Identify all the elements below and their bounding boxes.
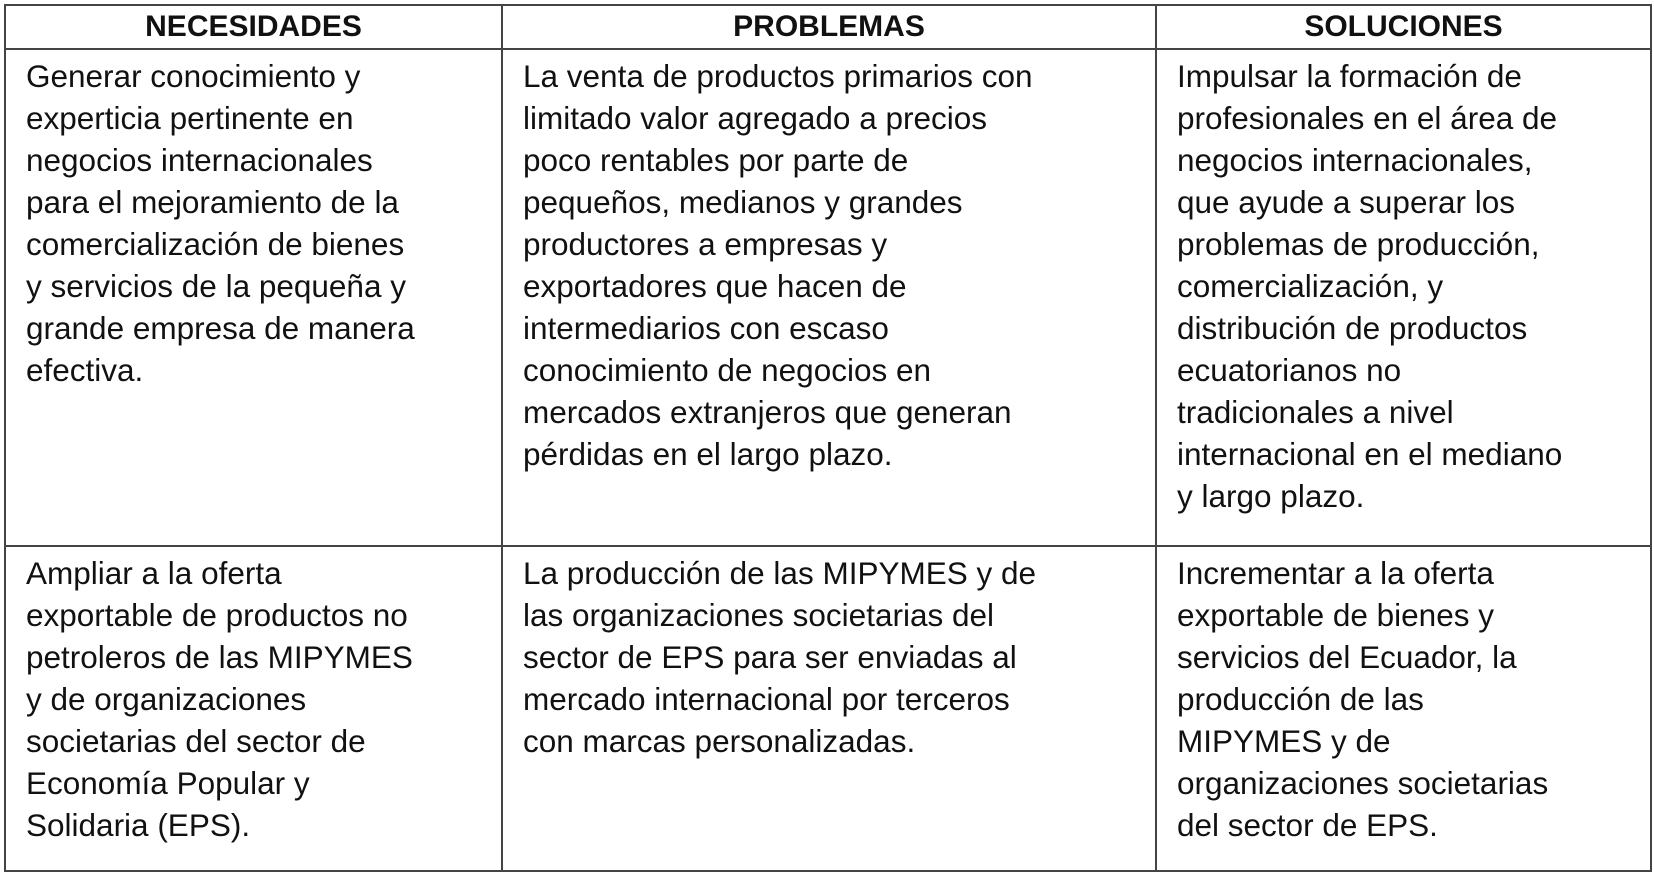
cell-text-line: y servicios de la pequeña y bbox=[26, 268, 406, 304]
cell-text-line: que ayude a superar los bbox=[1177, 184, 1515, 220]
needs-problems-solutions-table bbox=[4, 4, 1652, 872]
cell-text-line: las organizaciones societarias del bbox=[523, 597, 995, 633]
cell-text-line: conocimiento de negocios en bbox=[523, 352, 932, 388]
table-row bbox=[5, 49, 1651, 546]
header-soluciones: SOLUCIONES bbox=[1156, 5, 1651, 49]
cell-text-line: poco rentables por parte de bbox=[523, 142, 909, 178]
cell-text-line: efectiva. bbox=[26, 352, 144, 388]
cell-necesidad bbox=[5, 49, 502, 546]
cell-text-line: y de organizaciones bbox=[26, 681, 307, 717]
cell-text-line: pequeños, medianos y grandes bbox=[523, 184, 963, 220]
cell-solucion bbox=[1156, 49, 1651, 546]
cell-text-line: servicios del Ecuador, la bbox=[1177, 639, 1517, 675]
cell-problema bbox=[502, 49, 1156, 546]
cell-text-line: problemas de producción, bbox=[1177, 226, 1540, 262]
cell-text-line: sector de EPS para ser enviadas al bbox=[523, 639, 1017, 675]
cell-text-line: negocios internacionales, bbox=[1177, 142, 1533, 178]
cell-text-line: mercado internacional por terceros bbox=[523, 681, 1010, 717]
header-row bbox=[5, 5, 1651, 49]
header-necesidades: NECESIDADES bbox=[5, 5, 502, 49]
cell-solucion bbox=[1156, 546, 1651, 871]
cell-text-line: ecuatorianos no bbox=[1177, 352, 1402, 388]
cell-text-line: limitado valor agregado a precios bbox=[523, 100, 988, 136]
cell-text-line: MIPYMES y de bbox=[1177, 723, 1391, 759]
cell-text-line: petroleros de las MIPYMES bbox=[26, 639, 413, 675]
cell-text-line: y largo plazo. bbox=[1177, 478, 1365, 514]
header-problemas: PROBLEMAS bbox=[502, 5, 1156, 49]
cell-text-line: pérdidas en el largo plazo. bbox=[523, 436, 893, 472]
cell-text-line: producción de las bbox=[1177, 681, 1424, 717]
cell-text-line: exportadores que hacen de bbox=[523, 268, 907, 304]
cell-text-line: comercialización, y bbox=[1177, 268, 1444, 304]
cell-text-line: exportable de bienes y bbox=[1177, 597, 1494, 633]
cell-text-line: La producción de las MIPYMES y de bbox=[523, 555, 1037, 591]
cell-text-line: internacional en el mediano bbox=[1177, 436, 1563, 472]
cell-problema bbox=[502, 546, 1156, 871]
cell-text-line: societarias del sector de bbox=[26, 723, 366, 759]
cell-text-line: experticia pertinente en bbox=[26, 100, 354, 136]
cell-text-line: Ampliar a la oferta bbox=[26, 555, 282, 591]
cell-text-line: profesionales en el área de bbox=[1177, 100, 1558, 136]
cell-text-line: comercialización de bienes bbox=[26, 226, 405, 262]
cell-text-line: tradicionales a nivel bbox=[1177, 394, 1454, 430]
cell-text-line: negocios internacionales bbox=[26, 142, 373, 178]
cell-text-line: intermediarios con escaso bbox=[523, 310, 889, 346]
cell-text-line: Incrementar a la oferta bbox=[1177, 555, 1494, 591]
cell-text-line: organizaciones societarias bbox=[1177, 765, 1549, 801]
cell-text-line: Generar conocimiento y bbox=[26, 58, 361, 94]
cell-text-line: distribución de productos bbox=[1177, 310, 1528, 346]
cell-text-line: La venta de productos primarios con bbox=[523, 58, 1033, 94]
cell-text-line: del sector de EPS. bbox=[1177, 807, 1438, 843]
cell-text-line: para el mejoramiento de la bbox=[26, 184, 399, 220]
cell-text-line: Economía Popular y bbox=[26, 765, 310, 801]
cell-text-line: Impulsar la formación de bbox=[1177, 58, 1522, 94]
cell-text-line: grande empresa de manera bbox=[26, 310, 415, 346]
cell-necesidad bbox=[5, 546, 502, 871]
cell-text-line: mercados extranjeros que generan bbox=[523, 394, 1012, 430]
table-row bbox=[5, 546, 1651, 871]
cell-text-line: productores a empresas y bbox=[523, 226, 888, 262]
cell-text-line: con marcas personalizadas. bbox=[523, 723, 916, 759]
cell-text-line: Solidaria (EPS). bbox=[26, 807, 251, 843]
cell-text-line: exportable de productos no bbox=[26, 597, 408, 633]
